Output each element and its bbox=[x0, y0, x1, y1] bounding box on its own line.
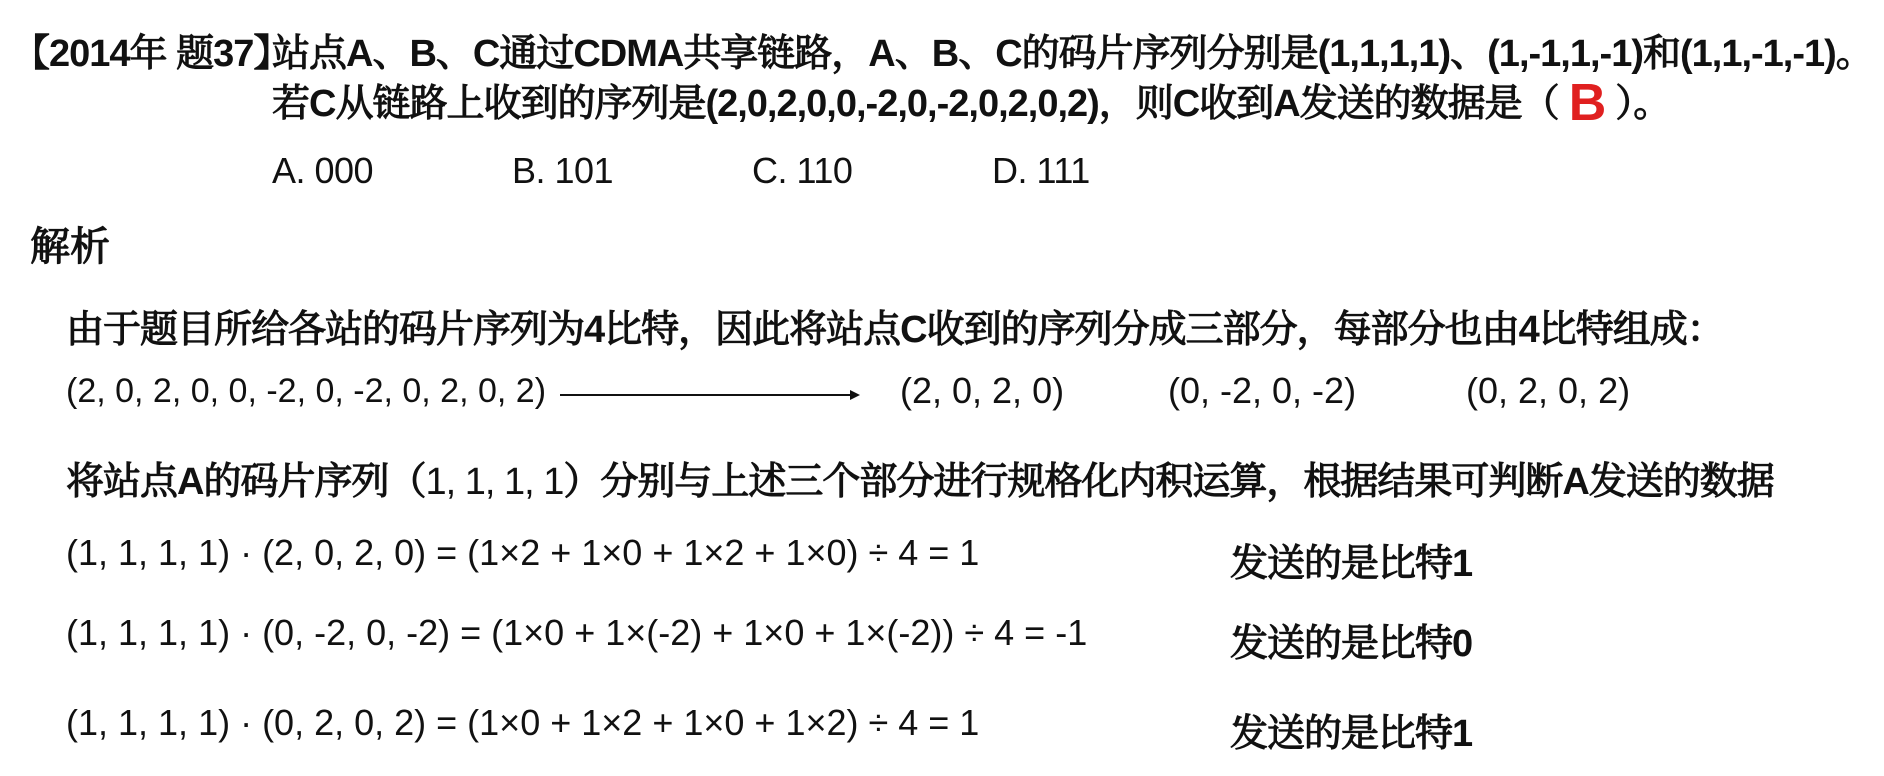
question-text-line2 bbox=[272, 72, 1671, 132]
received-sequence: (2, 0, 2, 0, 0, -2, 0, -2, 0, 2, 0, 2) bbox=[66, 372, 547, 410]
sequence-part-3: (0, 2, 0, 2) bbox=[1466, 370, 1631, 411]
analysis-title: 解析 bbox=[30, 225, 110, 269]
right-arrow-icon bbox=[560, 389, 860, 401]
method-text-before: 将站点A的码片序列（ bbox=[66, 461, 426, 503]
option-d: D. 111 bbox=[992, 150, 1090, 191]
method-text-after: ）分别与上述三个部分进行规格化内积运算，根据结果可判断A发送的数据 bbox=[563, 461, 1774, 503]
question-text-line2-after: ）。 bbox=[1615, 83, 1671, 125]
calc-expression-1: (1, 1, 1, 1) · (2, 0, 2, 0) = (1×2 + 1×0 + 1×2 + 1×0) ÷ 4 = 1 bbox=[66, 532, 980, 573]
chip-sequence-a: 1, 1, 1, 1 bbox=[425, 461, 564, 503]
sequence-part-1: (2, 0, 2, 0) bbox=[900, 370, 1065, 411]
analysis-method bbox=[66, 450, 1774, 505]
calc-result-2: 发送的是比特0 bbox=[1230, 623, 1473, 665]
question-text-line2-before: 若C从链路上收到的序列是(2,0,2,0,0,-2,0,-2,0,2,0,2)，则C收到A发送的数据是（ bbox=[272, 83, 1559, 125]
option-c: C. 110 bbox=[752, 150, 853, 191]
analysis-intro: 由于题目所给各站的码片序列为4比特，因此将站点C收到的序列分成三部分，每部分也由4比特组成： bbox=[66, 309, 1724, 351]
calc-result-3: 发送的是比特1 bbox=[1230, 713, 1473, 755]
option-a: A. 000 bbox=[272, 150, 374, 191]
question-text-line1: 站点A、B、C通过CDMA共享链路，A、B、C的码片序列分别是(1,1,1,1)、(1,-1,1,-1)和(1,1,-1,-1)。 bbox=[272, 33, 1873, 75]
calc-expression-3: (1, 1, 1, 1) · (0, 2, 0, 2) = (1×0 + 1×2 + 1×0 + 1×2) ÷ 4 = 1 bbox=[66, 702, 980, 743]
question-tag: 【2014年 题37】 bbox=[12, 33, 291, 75]
option-b: B. 101 bbox=[512, 150, 614, 191]
calc-result-1: 发送的是比特1 bbox=[1230, 543, 1473, 585]
answer-letter: B bbox=[1568, 74, 1606, 132]
sequence-part-2: (0, -2, 0, -2) bbox=[1168, 370, 1357, 411]
calc-expression-2: (1, 1, 1, 1) · (0, -2, 0, -2) = (1×0 + 1×(-2) + 1×0 + 1×(-2)) ÷ 4 = -1 bbox=[66, 612, 1088, 653]
